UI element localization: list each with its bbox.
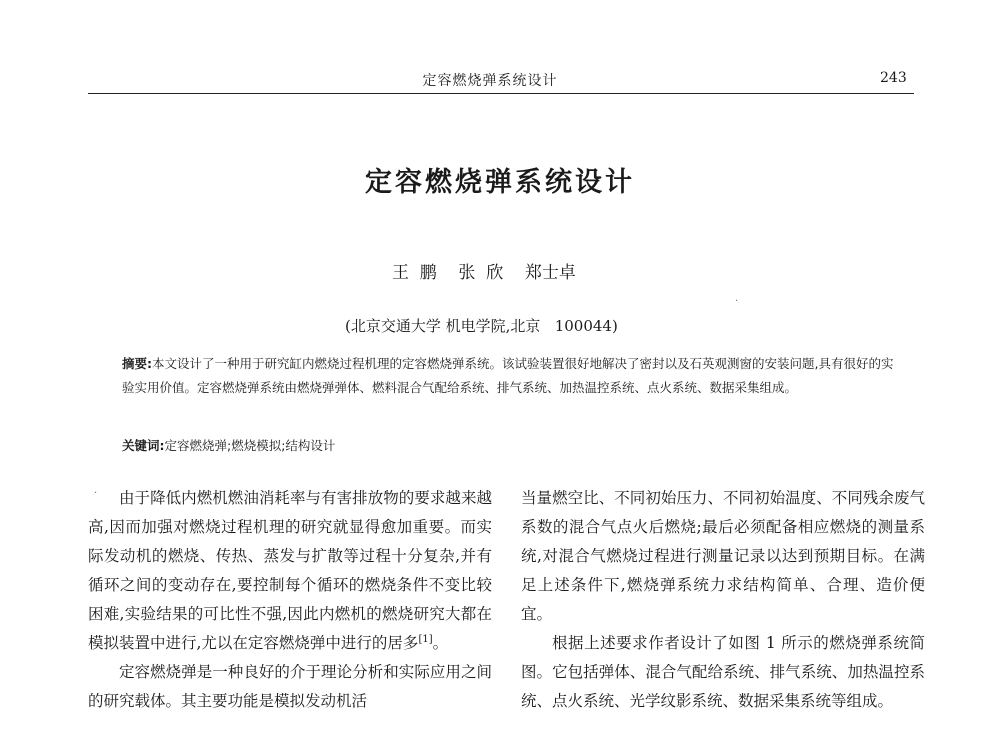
scan-mark: · (94, 488, 98, 499)
abstract (122, 352, 902, 400)
affiliation: (北京交通大学 机电学院,北京 100044) (345, 317, 618, 335)
running-header-title: 定容燃烧弹系统设计 (422, 73, 558, 89)
keywords-text: 定容燃烧弹;燃烧模拟;结构设计 (164, 438, 336, 453)
abstract-label: 摘要: (122, 356, 152, 371)
body-paragraph: 由于降低内燃机燃油消耗率与有害排放物的要求越来越高,因而加强对燃烧过程机理的研究就显得愈加重要。而实际发动机的燃烧、传热、蒸发与扩散等过程十分复杂,并有循环之间的变动存在,要控制每个循环的燃烧条件不变比较困难,实验结果的可比性不强,因此内燃机的燃烧研究大都在模拟装置中进行,尤以在定容燃烧弹中进行的居多[1]。 (88, 489, 492, 652)
citation-ref: [1] (418, 633, 433, 645)
body-paragraph: 定容燃烧弹是一种良好的介于理论分析和实际应用之间的研究载体。其主要功能是模拟发动机活 (88, 663, 492, 710)
authors: 王 鹏 张 欣 郑士卓 (392, 263, 576, 283)
scan-mark: · (735, 296, 739, 307)
abstract-text: 本文设计了一种用于研究缸内燃烧过程机理的定容燃烧弹系统。该试验装置很好地解决了密封以及石英观测窗的安装问题,具有很好的实验实用价值。定容燃烧弹系统由燃烧弹弹体、燃料混合气配给系统、排气系统、加热温控系统、点火系统、数据采集组成。 (122, 356, 894, 395)
body-paragraph: 根据上述要求作者设计了如图 1 所示的燃烧弹系统简图。它包括弹体、混合气配给系统、排气系统、加热温控系统、点火系统、光学纹影系统、数据采集系统等组成。 (521, 634, 925, 710)
header-rule (88, 93, 914, 94)
paper-title: 定容燃烧弹系统设计 (365, 167, 635, 198)
body-paragraph: 当量燃空比、不同初始压力、不同初始温度、不同残余废气系数的混合气点火后燃烧;最后必须配备相应燃烧的测量系统,对混合气燃烧过程进行测量记录以达到预期目标。在满足上述条件下,燃烧弹系统力求结构简单、合理、造价便宜。 (521, 489, 925, 623)
keywords-label: 关键词: (122, 438, 165, 453)
body-column-right (521, 484, 925, 716)
keywords (122, 436, 335, 454)
page-number: 243 (880, 70, 907, 86)
body-column-left (88, 484, 492, 716)
